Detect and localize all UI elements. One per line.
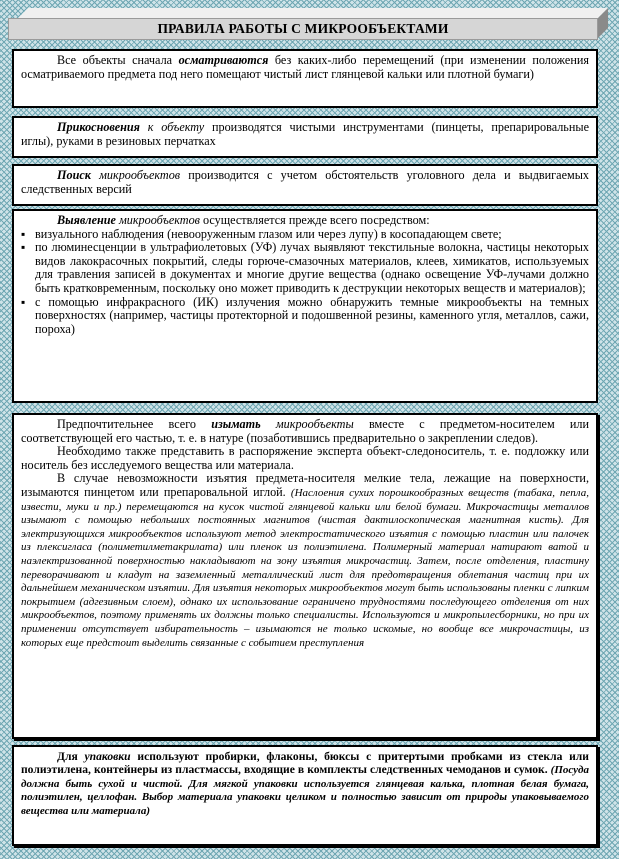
rule-text [21,54,589,81]
rule-box-touching [12,116,598,158]
rule-text-note: (Посуда должна быть сухой и чистой. Для мягкой упаковки используется глянцевая калька, плотная белая бумага, полиэтилен, целлофан. Выбор материала упаковки целиком и полностью зависит от природы упаковываемого вещества или материала) [21,764,589,817]
banner-top-bevel [18,8,608,18]
list-item: ▪ визуального наблюдения (невооруженным глазом или через лупу) в косопадающем свете; [21,228,589,242]
rule-box-search [12,164,598,206]
rule-paragraph [21,418,589,445]
rule-text-lead: Для [57,750,85,763]
rule-text [21,214,589,228]
rule-box-seizure [12,413,598,739]
rule-keyword: Прикосновения [57,120,140,134]
rule-keyword: упаковки [84,750,131,763]
rule-keyword-object: к объекту [139,120,205,134]
rule-text-body: используют пробирки, флаконы, бюксы с притертыми пробками из стекла или полиэтилена, контейнеры из пластмассы, входящие в комплекты следственных чемоданов и сумок. [21,750,589,777]
list-item: ▪ по люминесценции в ультрафиолетовых (УФ) лучах выявляют текстильные волокна, частицы некоторых видов лакокрасочных покрытий, следы горюче-смазочных материалов, клеев, химикатов, используемых для травления записей в документах и многие другие вещества (однако освещение УФ-лучами должно быть кратковременным, поскольку оно может приводить к деструкции некоторых веществ и материалов); [21,241,589,295]
rule-paragraph [21,472,589,649]
title-banner [8,8,598,38]
rule-keyword-object: микрообъекты [260,417,354,431]
rule-box-inspection [12,49,598,108]
rule-text-note: (Наслоения сухих порошкообразных веществ (табака, пепла, извести, муки и пр.) перемещаются на кусок чистой глянцевой кальки или белой бумаги. Микрочастицы металлов изымают с помощью небольших постоянных магнитов (чистая дактилоскопическая магнитная кисть). Для электризующихся микрообъектов используют метод электростатического изъятия с помощью пластин или палочек из плексигласа (полиметилметакрилата) или пленок из полиэтилена. Полимерный материал натирают ватой и наэлектризованной поверхностью накладывают на зону изъятия микрочастиц. Затем, после отделения, пластину переворачивают и кладут на заземленный металлический лист для предотвращения облетания частиц при их дальнейшем механическом изъятии. Для изъятия некоторых микрообъектов могут быть использованы пленки с липким покрытием (адгезивным слоем), однако их использование ограничено трудностями последующего отделения от них микрообъектов, поэтому применять их должны только специалисты. Используются и микропылесборники, но при их применении отсутствует избирательность – изымаются не только искомые, но вообще все микрочастицы, из которых еще предстоит выделить связанные с событием преступления [21,486,589,649]
rule-text [21,121,589,148]
rule-text-body: вместе с предметом-носителем или соответствующей его частью, т. е. в натуре (позаботившись предварительно о закреплении следов). [21,417,589,445]
list-item: ▪ с помощью инфракрасного (ИК) излучения можно обнаружить темные микрообъекты на темных поверхностях (например, частицы протекторной и подошвенной резины, каменного угля, металлов, сажи, пороха) [21,296,589,337]
rule-text-body: производятся чистыми инструментами (пинцеты, препарировальные иглы), руками в резиновых перчатках [21,120,589,148]
rule-text-lead: Предпочтительнее всего [57,417,212,431]
rule-keyword: осматриваются [178,53,269,67]
rule-keyword: Поиск [57,168,91,182]
rule-keyword-object: микрообъектов [115,213,200,227]
rule-text-body: производится с учетом обстоятельств уголовного дела и выдвигаемых следственных версий [21,168,589,196]
rule-text-body: В случае невозможности изъятия предмета-носителя мелкие тела, лежащие на поверхности, изымаются пинцетом или препаровальной иглой. [21,471,589,499]
detection-methods-list [21,228,589,337]
rule-keyword: Выявление [57,213,116,227]
rule-keyword-object: микрообъектов [90,168,181,182]
rule-paragraph: Необходимо также представить в распоряжение эксперта объект-следоноситель, т. е. подложку или носитель без исследуемого вещества или материала. [21,444,589,472]
rule-text-lead: Все объекты сначала [57,53,179,67]
rule-text-body: без каких-либо перемещений (при изменении положения осматриваемого предмета под него помещают чистый лист глянцевой кальки или плотной бумаги) [21,53,589,81]
rule-box-packaging [12,745,598,846]
page-title: ПРАВИЛА РАБОТЫ С МИКРООБЪЕКТАМИ [8,18,598,40]
rule-text [21,750,589,818]
rule-keyword: изымать [211,417,261,431]
rule-text [21,169,589,196]
rule-text-body: осуществляется прежде всего посредством: [199,213,430,227]
rule-box-detection [12,209,598,403]
